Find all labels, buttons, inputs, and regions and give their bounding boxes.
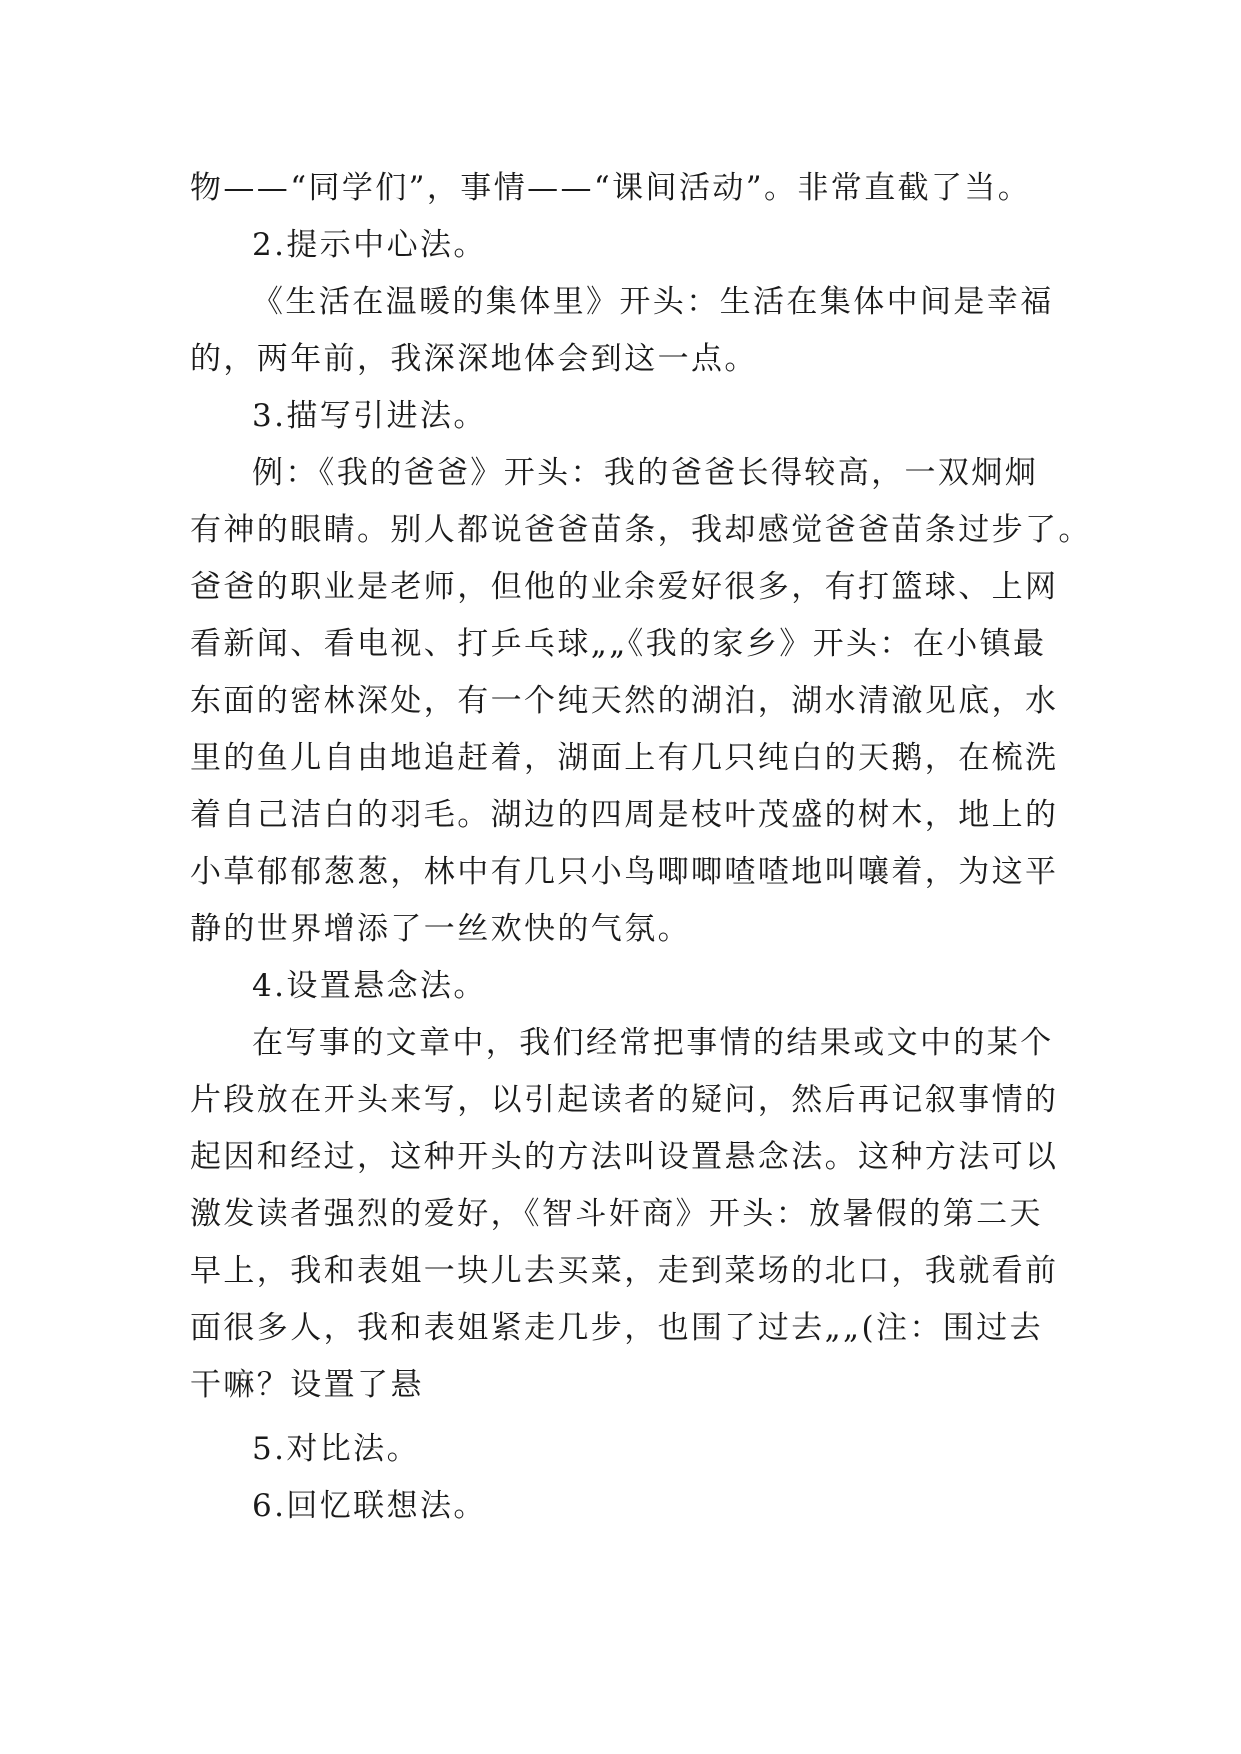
text-line: 《生活在温暖的集体里》开头：生活在集体中间是幸福 <box>252 284 1054 320</box>
text-line: 干嘛？设置了悬 <box>190 1367 424 1403</box>
text-line: 面很多人，我和表姐紧走几步，也围了过去„„(注：围过去 <box>190 1310 1044 1346</box>
text-line: 看新闻、看电视、打乒乓球„„《我的家乡》开头：在小镇最 <box>190 626 1047 662</box>
text-line: 起因和经过，这种开头的方法叫设置悬念法。这种方法可以 <box>190 1139 1059 1175</box>
text-line: 物——“同学们”，事情——“课间活动”。非常直截了当。 <box>190 170 1032 206</box>
section-heading: 6.回忆联想法。 <box>252 1488 487 1524</box>
text-line: 激发读者强烈的爱好，《智斗奸商》开头：放暑假的第二天 <box>190 1196 1043 1232</box>
section-heading: 5.对比法。 <box>252 1431 420 1467</box>
section-heading: 2.提示中心法。 <box>252 227 487 263</box>
section-heading: 3.描写引进法。 <box>252 398 487 434</box>
text-line: 里的鱼儿自由地追赶着，湖面上有几只纯白的天鹅，在梳洗 <box>190 740 1059 776</box>
text-line: 爸爸的职业是老师，但他的业余爱好很多，有打篮球、上网 <box>190 569 1059 605</box>
text-line: 静的世界增添了一丝欢快的气氛。 <box>190 911 691 947</box>
text-line: 片段放在开头来写，以引起读者的疑问，然后再记叙事情的 <box>190 1082 1059 1118</box>
document-body <box>190 160 1092 1535</box>
text-line: 例：《我的爸爸》开头：我的爸爸长得较高，一双炯炯 <box>252 455 1039 491</box>
text-line: 在写事的文章中，我们经常把事情的结果或文中的某个 <box>252 1025 1054 1061</box>
section-heading: 4.设置悬念法。 <box>252 968 487 1004</box>
text-line: 早上，我和表姐一块儿去买菜，走到菜场的北口，我就看前 <box>190 1253 1059 1289</box>
text-line: 东面的密林深处，有一个纯天然的湖泊，湖水清澈见底，水 <box>190 683 1059 719</box>
text-line: 的，两年前，我深深地体会到这一点。 <box>190 341 758 377</box>
text-line: 小草郁郁葱葱，林中有几只小鸟唧唧喳喳地叫嚷着，为这平 <box>190 854 1059 890</box>
text-line: 有神的眼睛。别人都说爸爸苗条，我却感觉爸爸苗条过步了。 <box>190 512 1092 548</box>
text-line: 着自己洁白的羽毛。湖边的四周是枝叶茂盛的树木，地上的 <box>190 797 1059 833</box>
